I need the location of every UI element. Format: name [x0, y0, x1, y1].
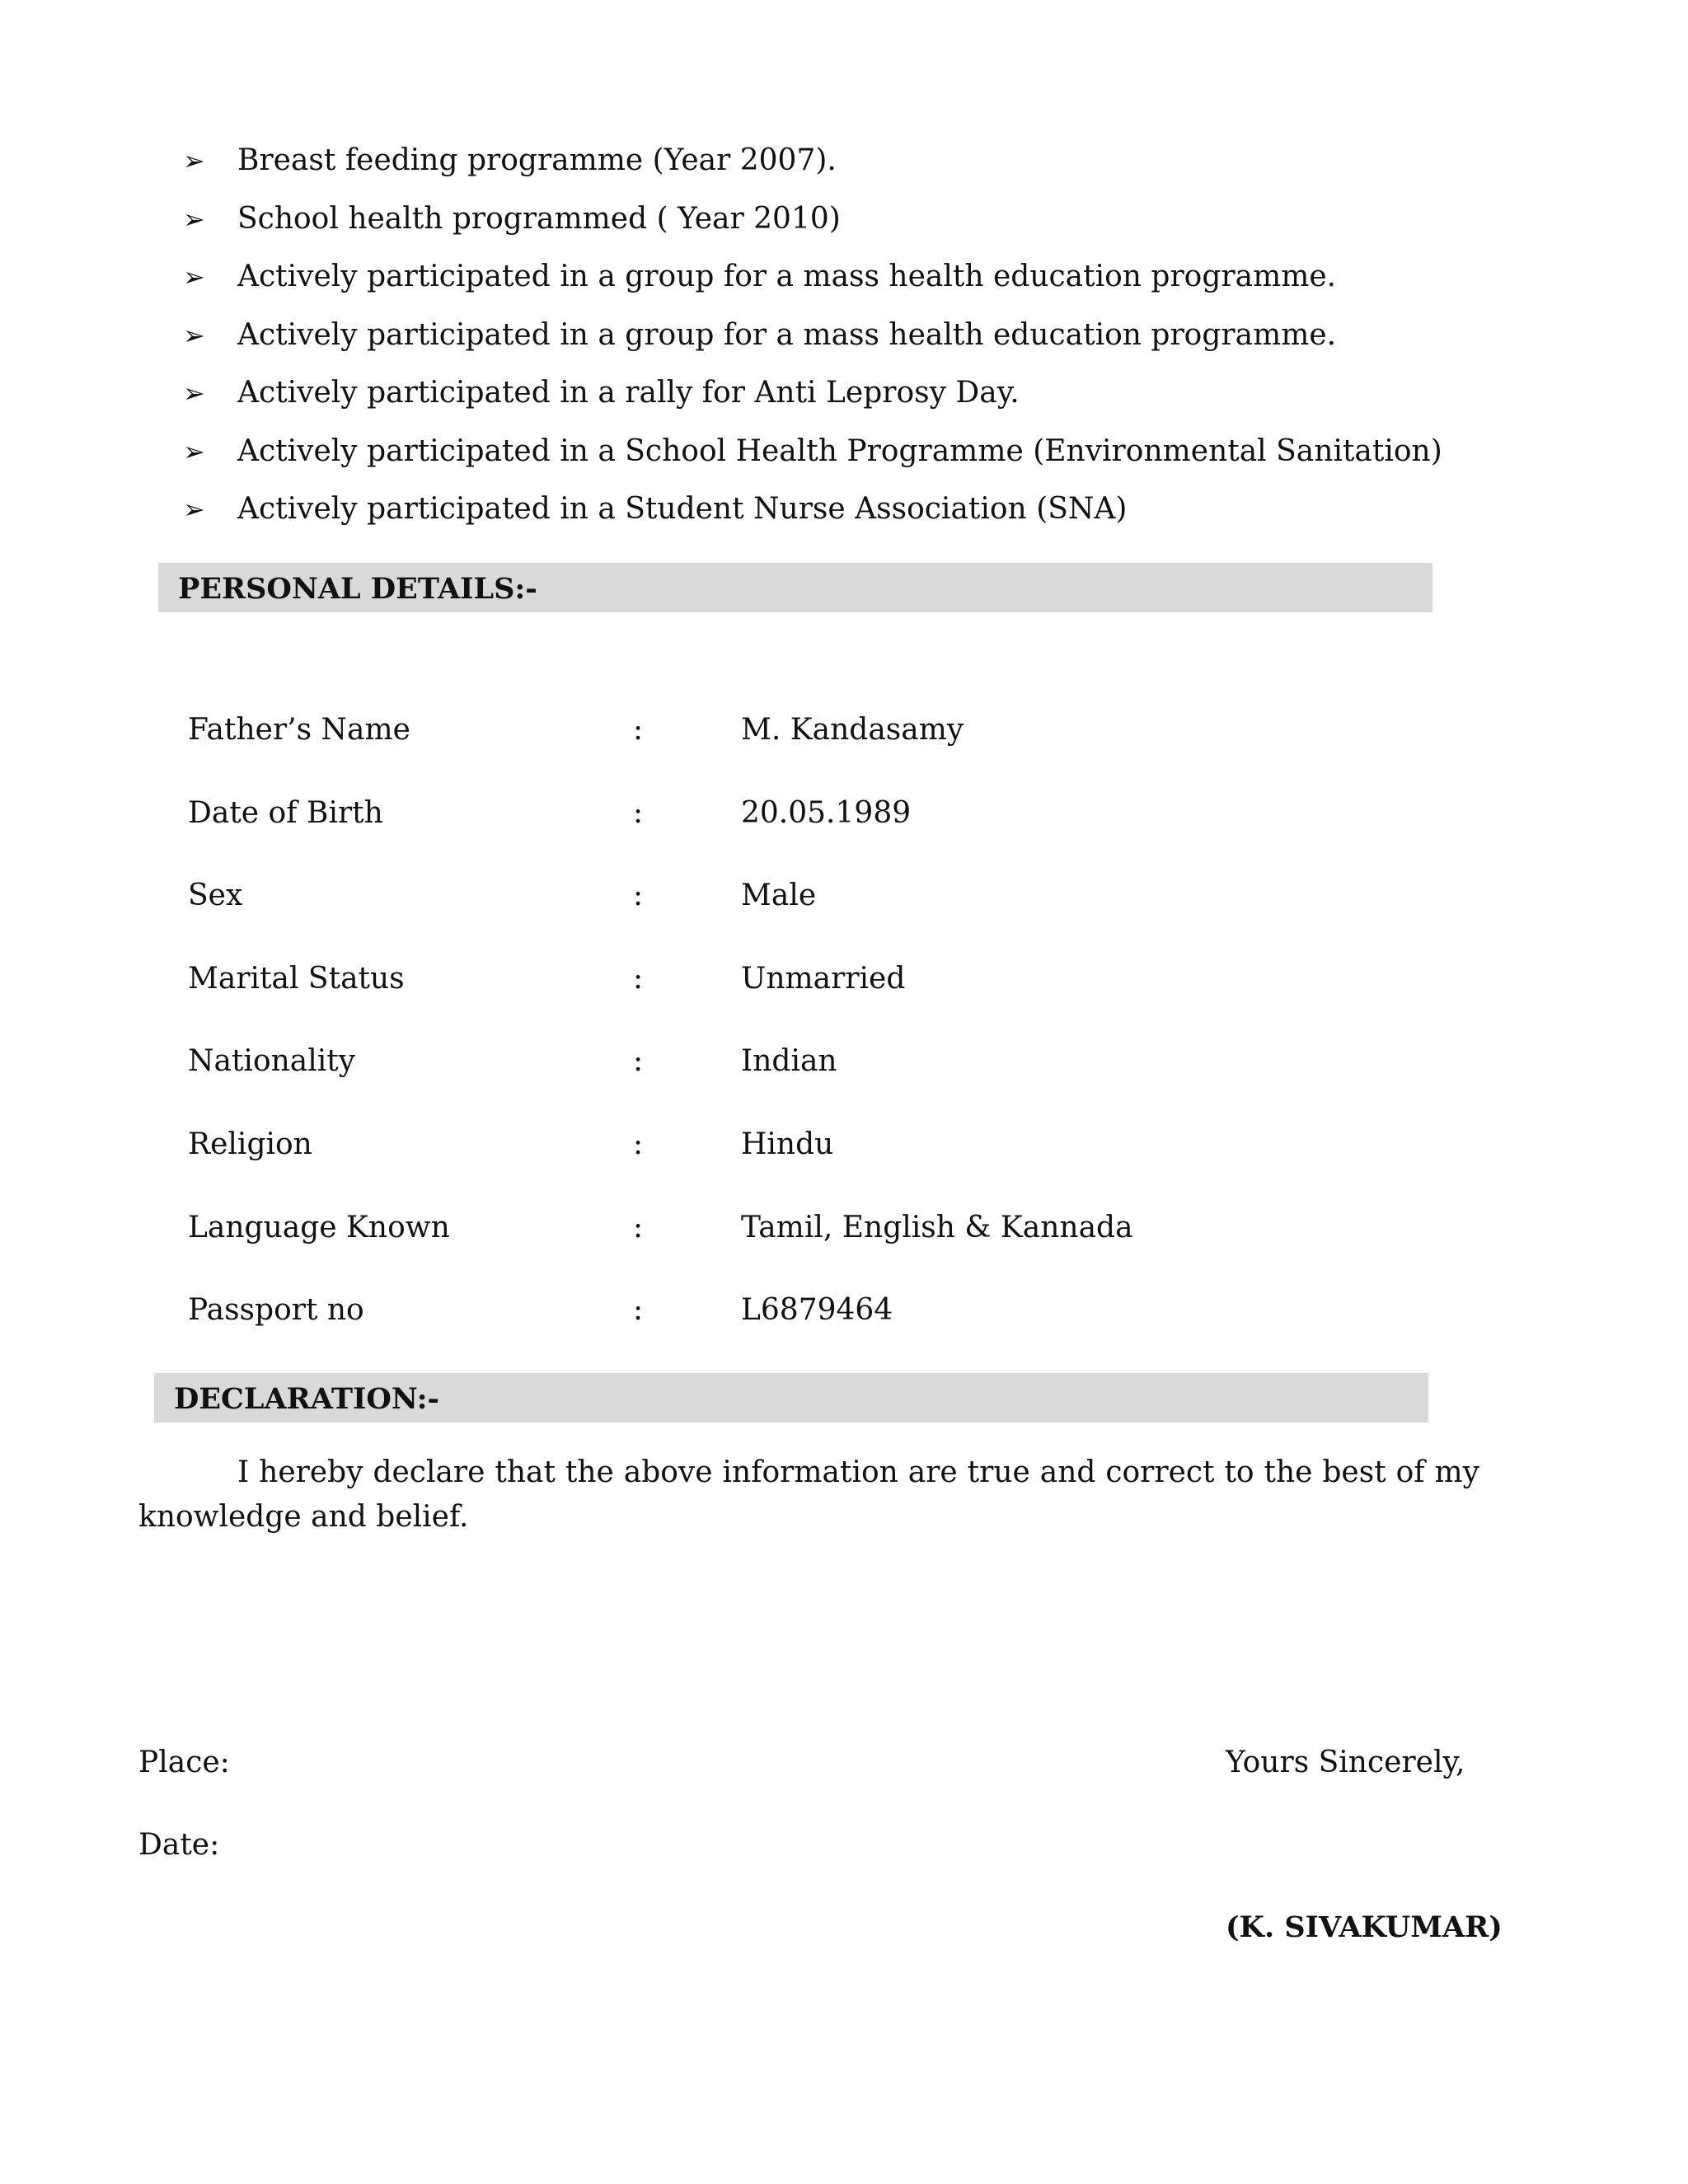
activity-item: [183, 190, 1502, 249]
activity-text: Actively participated in a rally for Anti Leprosy Day.: [237, 376, 1020, 410]
detail-row-nationality: [188, 1032, 1424, 1115]
arrow-bullet-icon: ➢: [183, 435, 205, 467]
activity-item: [183, 307, 1502, 365]
arrow-bullet-icon: ➢: [183, 494, 205, 525]
detail-value: Tamil, English & Kannada: [741, 1210, 1133, 1244]
detail-value: M. Kandasamy: [741, 713, 964, 747]
detail-label: Passport no: [188, 1293, 364, 1328]
detail-row-date-of-birth: [188, 784, 1424, 867]
activity-text: Actively participated in a Student Nurse Association (SNA): [237, 492, 1128, 526]
detail-separator: :: [633, 961, 644, 996]
activities-list: [183, 132, 1502, 539]
detail-row-marital-status: [188, 949, 1424, 1033]
detail-separator: :: [633, 1044, 644, 1079]
activity-text: School health programmed ( Year 2010): [237, 201, 841, 236]
detail-label: Date of Birth: [188, 795, 383, 830]
detail-label: Religion: [188, 1127, 312, 1161]
detail-value: L6879464: [741, 1293, 893, 1328]
arrow-bullet-icon: ➢: [183, 377, 205, 409]
activity-item: [183, 480, 1502, 539]
detail-separator: :: [633, 1293, 644, 1328]
detail-row-language-known: [188, 1198, 1424, 1282]
detail-label: Language Known: [188, 1210, 450, 1244]
detail-separator: :: [633, 1127, 644, 1161]
activity-text: Actively participated in a School Health Programme (Environmental Sanitation): [237, 434, 1442, 468]
detail-row-sex: [188, 866, 1424, 949]
activity-item: [183, 423, 1502, 481]
detail-row-passport-no: [188, 1281, 1424, 1364]
detail-row-religion: [188, 1115, 1424, 1198]
activity-text: Actively participated in a group for a mass health education programme.: [237, 317, 1337, 352]
activity-text: Actively participated in a group for a mass health education programme.: [237, 260, 1337, 293]
detail-value: Male: [741, 879, 817, 913]
declaration-heading: DECLARATION:-: [154, 1373, 1428, 1422]
arrow-bullet-icon: ➢: [183, 319, 205, 351]
personal-details-heading: PERSONAL DETAILS:-: [158, 563, 1432, 612]
arrow-bullet-icon: ➢: [183, 261, 205, 293]
detail-separator: :: [633, 713, 644, 747]
closing-text: Yours Sincerely,: [1226, 1746, 1465, 1779]
declaration-text: I hereby declare that the above information are true and correct to the best of my knowledge and belief.: [138, 1455, 1479, 1534]
personal-details-table: [188, 701, 1424, 1364]
date-label: Date:: [138, 1828, 220, 1862]
detail-separator: :: [633, 879, 644, 913]
activity-item: [183, 132, 1502, 190]
detail-value: 20.05.1989: [741, 795, 912, 830]
detail-label: Nationality: [188, 1044, 356, 1079]
detail-label: Father’s Name: [188, 713, 410, 747]
activity-item: [183, 248, 1502, 307]
signature-name: (K. SIVAKUMAR): [1226, 1910, 1503, 1944]
detail-value: Indian: [741, 1044, 837, 1079]
detail-label: Sex: [188, 879, 243, 913]
arrow-bullet-icon: ➢: [183, 203, 205, 235]
activity-item: [183, 364, 1502, 423]
activity-text: Breast feeding programme (Year 2007).: [237, 143, 837, 177]
detail-row-fathers-name: [188, 701, 1424, 784]
detail-separator: :: [633, 1210, 644, 1244]
detail-value: Unmarried: [741, 961, 906, 996]
detail-label: Marital Status: [188, 961, 405, 996]
place-label: Place:: [138, 1746, 230, 1779]
arrow-bullet-icon: ➢: [183, 145, 205, 176]
detail-separator: :: [633, 795, 644, 830]
detail-value: Hindu: [741, 1127, 834, 1161]
